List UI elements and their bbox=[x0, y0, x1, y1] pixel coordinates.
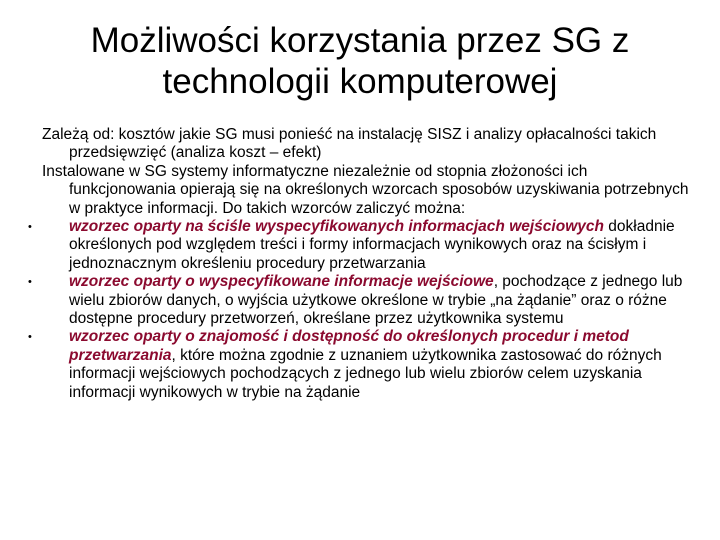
slide-body bbox=[28, 126, 692, 402]
paragraph-costs: Zależą od: kosztów jakie SG musi ponieść na instalację SISZ i analizy opłacalności takich przedsięwzięć (analiza koszt – efekt) bbox=[42, 126, 657, 162]
bullet-emphasis: wzorzec oparty o wyspecyfikowane informacje wejściowe bbox=[69, 273, 494, 291]
bullet-item bbox=[28, 218, 692, 273]
bullet-text: , pochodzące z jednego lub wielu zbiorów danych, o wyjścia użytkowe określone w trybie „na żądanie” oraz o różne dostępne procedury przetworzeń, określane przez użytkownika systemu bbox=[69, 273, 683, 328]
bullet-emphasis: wzorzec oparty o znajomość i dostępność do określonych procedur i metod przetwarzania bbox=[69, 328, 629, 364]
bullet-text: dokładnie określonych pod względem treści i formy informacjach wynikowych oraz na ścisłym i jednoznacznym określeniu procedury przetwarzania bbox=[69, 218, 675, 272]
bullet-item bbox=[28, 273, 692, 328]
bullet-marker: • bbox=[28, 331, 32, 344]
paragraph-systems: Instalowane w SG systemy informatyczne niezależnie od stopnia złożoności ich funkcjonowania opierają się na określonych wzorcach sposobów uzyskiwania potrzebnych w praktyce informacji. Do takich wzorców zaliczyć można: bbox=[42, 162, 689, 217]
bullet-emphasis: wzorzec oparty na ściśle wyspecyfikowanych informacjach wejściowych bbox=[69, 218, 604, 236]
bullet-marker: • bbox=[28, 276, 32, 289]
slide-title: Możliwości korzystania przez SG z technologii komputerowej bbox=[90, 21, 630, 101]
bullet-item bbox=[28, 328, 692, 402]
bullet-marker: • bbox=[28, 221, 32, 234]
bullet-text: , które można zgodnie z uznaniem użytkownika zastosować do różnych informacji wejściowych pochodzących z jednego lub wielu zbiorów celem uzyskania informacji wynikowych w trybie na żądanie bbox=[69, 346, 662, 401]
